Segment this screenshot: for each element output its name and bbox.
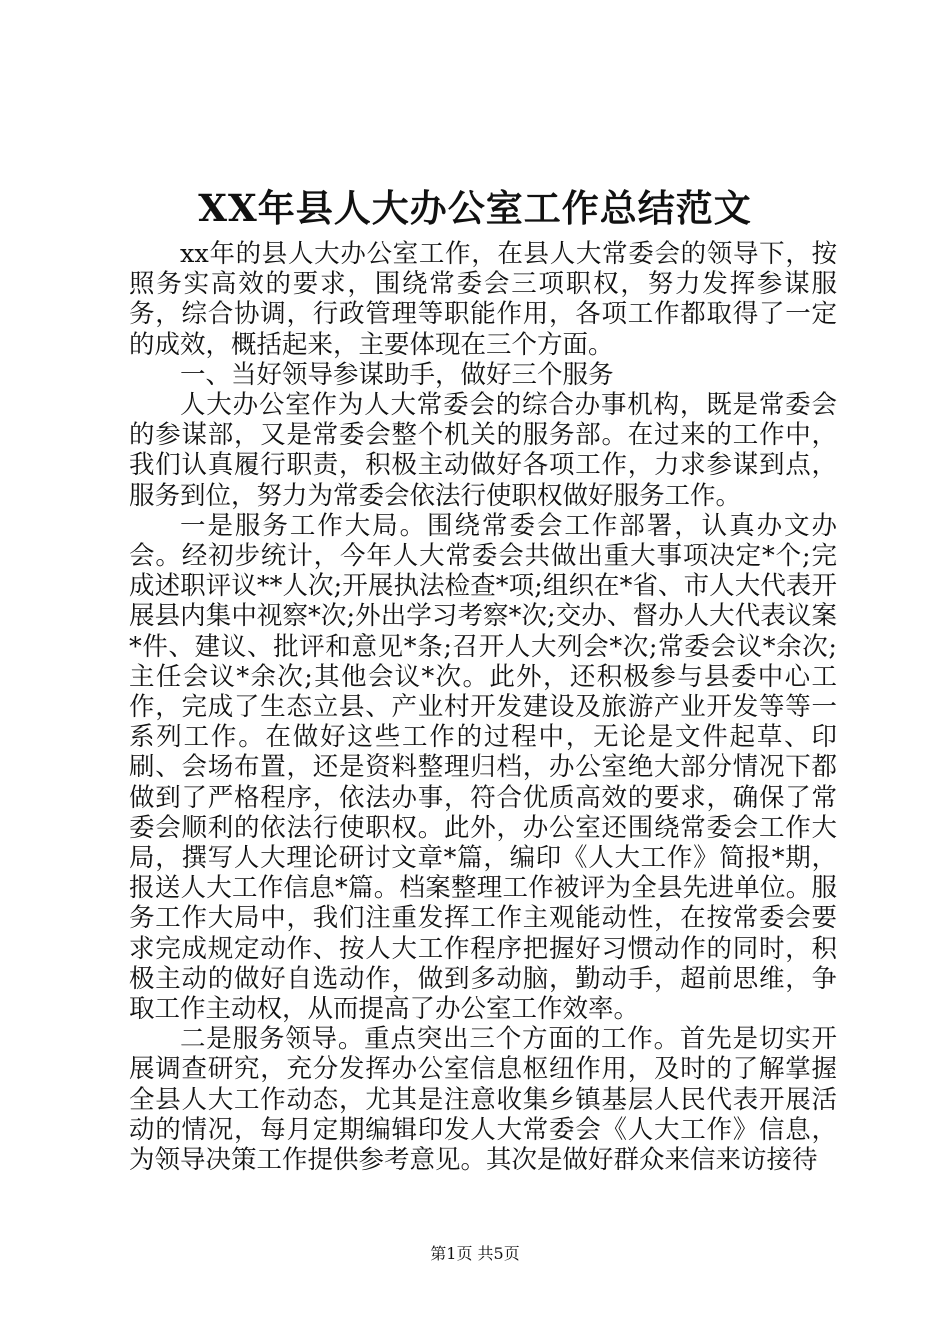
page-number-footer: 第1页 共5页	[430, 1244, 520, 1263]
paragraph-intro: xx年的县人大办公室工作，在县人大常委会的领导下，按照务实高效的要求，围绕常委会三项职权，努力发挥参谋服务，综合协调，行政管理等职能作用，各项工作都取得了一定的成效，概括起来，主要体现在三个方面。	[129, 239, 837, 360]
paragraph-serve-overall: 一是服务工作大局。围绕常委会工作部署，认真办文办会。经初步统计，今年人大常委会共做出重大事项决定*个;完成述职评议**人次;开展执法检查*项;组织在*省、市人大代表开展县内集中视察*次;外出学习考察*次;交办、督办人大代表议案*件、建议、批评和意见*条;召开人大列会*次;常委会议*余次;主任会议*余次;其他会议*次。此外，还积极参与县委中心工作，完成了生态立县、产业村开发建设及旅游产业开发等等一系列工作。在做好这些工作的过程中，无论是文件起草、印刷、会场布置，还是资料整理归档，办公室绝大部分情况下都做到了严格程序，依法办事，符合优质高效的要求，确保了常委会顺利的依法行使职权。此外，办公室还围绕常委会工作大局，撰写人大理论研讨文章*篇，编印《人大工作》简报*期，报送人大工作信息*篇。档案整理工作被评为全县先进单位。服务工作大局中，我们注重发挥工作主观能动性，在按常委会要求完成规定动作、按人大工作程序把握好习惯动作的同时，积极主动的做好自选动作，做到多动脑，勤动手，超前思维，争取工作主动权，从而提高了办公室工作效率。	[129, 510, 837, 1025]
document-title: XX年县人大办公室工作总结范文	[198, 186, 752, 230]
paragraph-office-role: 人大办公室作为人大常委会的综合办事机构，既是常委会的参谋部，又是常委会整个机关的服务部。在过来的工作中，我们认真履行职责，积极主动做好各项工作，力求参谋到点，服务到位，努力为常委会依法行使职权做好服务工作。	[129, 390, 837, 511]
section-heading-1: 一、当好领导参谋助手，做好三个服务	[180, 359, 614, 390]
document-body	[129, 239, 837, 1175]
paragraph-serve-leadership: 二是服务领导。重点突出三个方面的工作。首先是切实开展调查研究，充分发挥办公室信息枢纽作用，及时的了解掌握全县人大工作动态，尤其是注意收集乡镇基层人民代表开展活动的情况，每月定期编辑印发人大常委会《人大工作》信息，为领导决策工作提供参考意见。其次是做好群众来信来访接待	[129, 1024, 837, 1176]
